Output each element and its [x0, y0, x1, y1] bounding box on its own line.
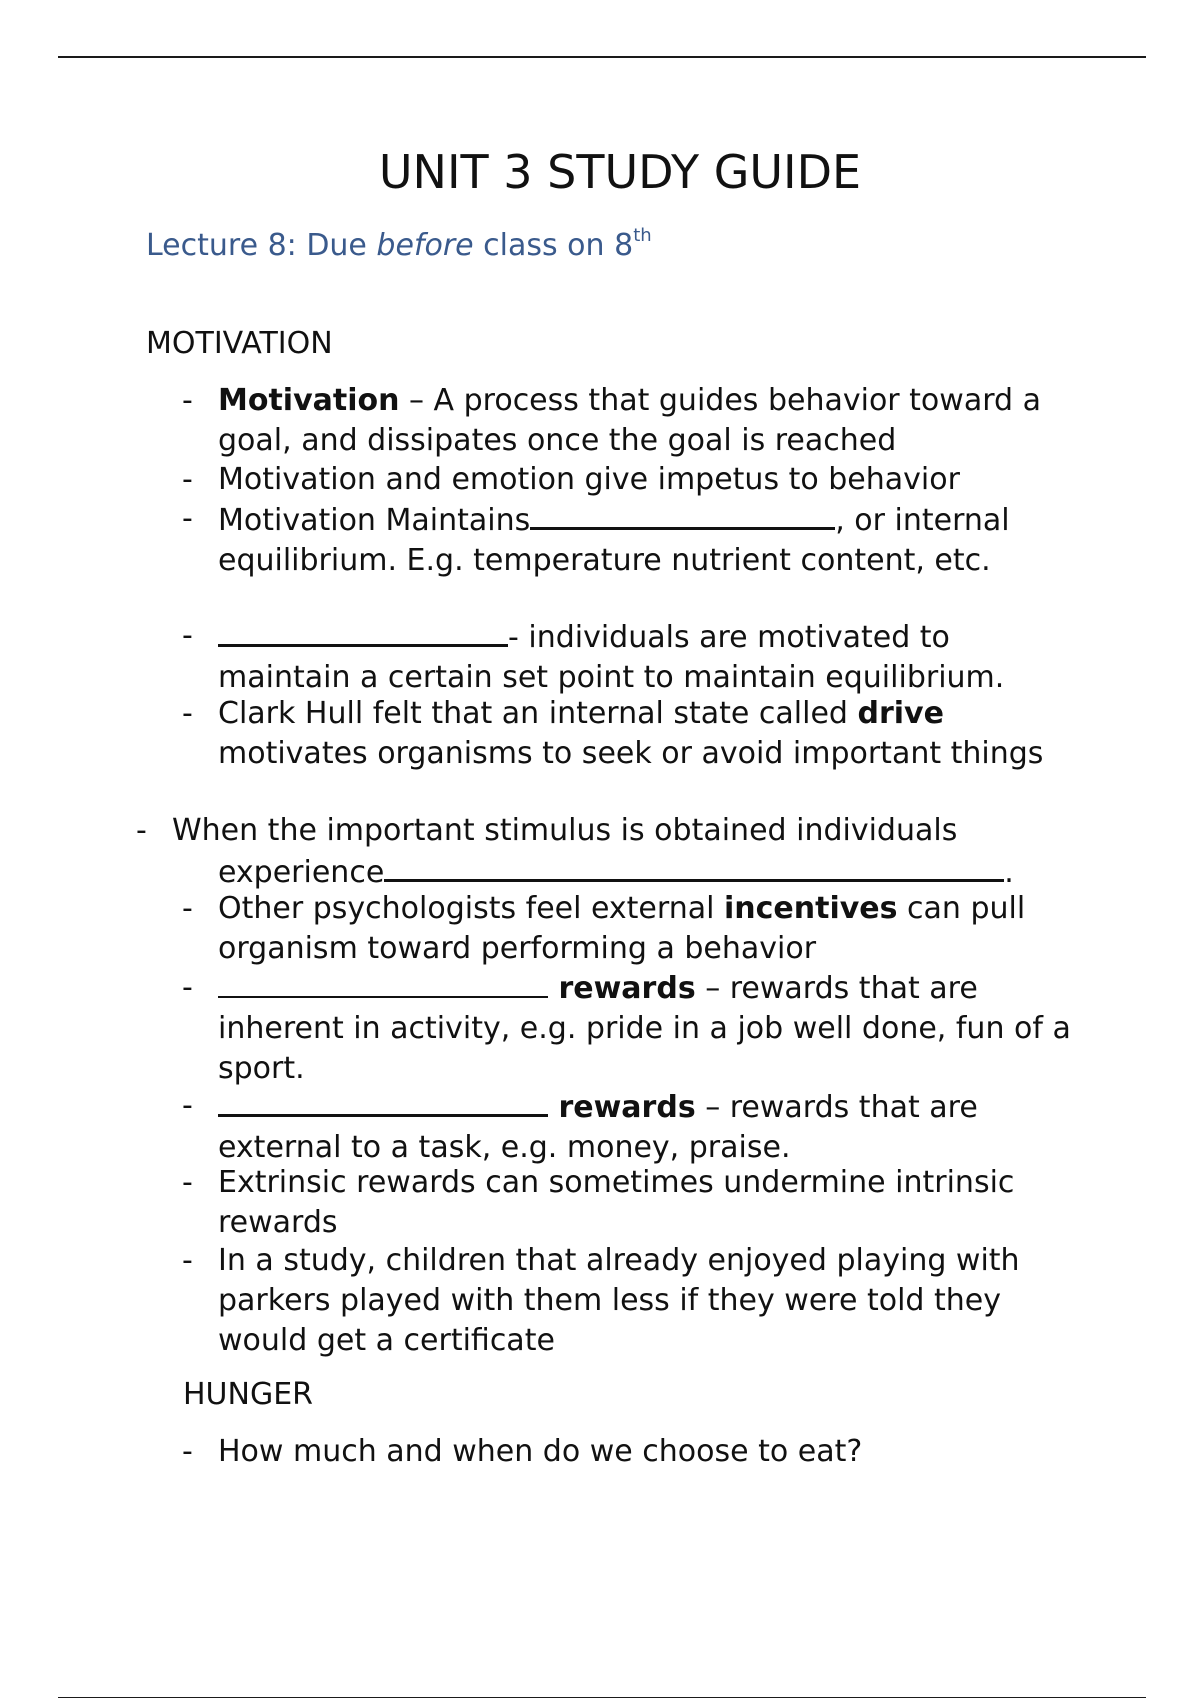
item-text: – rewards that are — [695, 1090, 978, 1125]
bullet-dash: - — [136, 813, 147, 848]
term-rewards: rewards — [548, 1090, 696, 1125]
bullet-dash: - — [182, 462, 193, 497]
list-item — [218, 1241, 1086, 1361]
list-item — [218, 1086, 1086, 1168]
term-motivation: Motivation — [218, 383, 400, 418]
item-text: - individuals are motivated to — [508, 620, 950, 655]
list-item — [218, 499, 1086, 581]
bullet-dash: - — [182, 618, 193, 653]
list-item — [218, 381, 1086, 461]
item-text: Motivation Maintains — [218, 503, 531, 538]
fill-in-blank[interactable] — [218, 616, 508, 647]
list-item — [218, 460, 1086, 500]
term-rewards: rewards — [548, 971, 696, 1006]
bottom-rule — [58, 1697, 1146, 1698]
list-item — [218, 1163, 1086, 1243]
bullet-dash: - — [182, 696, 193, 731]
item-continuation: equilibrium. E.g. temperature nutrient content, etc. — [218, 543, 991, 578]
item-text: In a study, children that already enjoyed playing with parkers played with them less if they were told they would get a certificate — [218, 1243, 1020, 1358]
item-text: Other psychologists feel external — [218, 891, 724, 926]
bullet-dash: - — [182, 1088, 193, 1123]
fill-in-blank[interactable] — [218, 1086, 548, 1117]
term-drive: drive — [857, 696, 944, 731]
fill-in-blank[interactable] — [384, 851, 1004, 882]
document-title: UNIT 3 STUDY GUIDE — [378, 145, 862, 199]
item-continuation: maintain a certain set point to maintain equilibrium. — [218, 660, 1005, 695]
item-text: When the important stimulus is obtained individuals — [172, 813, 958, 848]
item-text: Extrinsic rewards can sometimes undermine intrinsic rewards — [218, 1165, 1015, 1240]
lecture-heading — [146, 226, 652, 266]
list-item — [218, 889, 1086, 969]
item-text: Motivation and emotion give impetus to behavior — [218, 462, 960, 497]
list-item — [218, 1432, 1086, 1472]
item-continuation: inherent in activity, e.g. pride in a job well done, fun of a sport. — [218, 1011, 1071, 1086]
bullet-dash: - — [182, 1165, 193, 1200]
bullet-dash: - — [182, 970, 193, 1005]
item-text: How much and when do we choose to eat? — [218, 1434, 863, 1469]
item-text: can pull organism toward performing a behavior — [218, 891, 1026, 966]
lecture-prefix: Lecture 8: Due — [146, 228, 377, 263]
lecture-middle: class on 8 — [473, 228, 634, 263]
section-heading-hunger: HUNGER — [183, 1377, 314, 1412]
item-text: , or internal — [835, 503, 1010, 538]
fill-in-blank[interactable] — [530, 499, 835, 530]
item-text: experience — [218, 855, 385, 890]
fill-in-blank[interactable] — [218, 968, 548, 998]
top-rule — [58, 56, 1146, 58]
lecture-italic: before — [376, 228, 474, 263]
term-incentives: incentives — [723, 891, 898, 926]
item-text: Clark Hull felt that an internal state called — [218, 696, 858, 731]
bullet-dash: - — [182, 1243, 193, 1278]
item-continuation: external to a task, e.g. money, praise. — [218, 1130, 791, 1165]
list-item — [218, 616, 1086, 698]
item-text: – rewards that are — [695, 971, 978, 1006]
list-item — [218, 968, 1086, 1089]
bullet-dash: - — [182, 1434, 193, 1469]
section-heading-motivation: MOTIVATION — [146, 326, 333, 361]
item-text: – A process that guides behavior toward a goal, and dissipates once the goal is reached — [218, 383, 1041, 458]
item-text: motivates organisms to seek or avoid important things — [218, 736, 1044, 771]
lecture-superscript: th — [633, 225, 652, 246]
item-text: . — [1004, 855, 1014, 890]
bullet-dash: - — [182, 501, 193, 536]
list-item — [218, 694, 1086, 774]
bullet-dash: - — [182, 383, 193, 418]
list-item — [172, 811, 1072, 893]
bullet-dash: - — [182, 891, 193, 926]
